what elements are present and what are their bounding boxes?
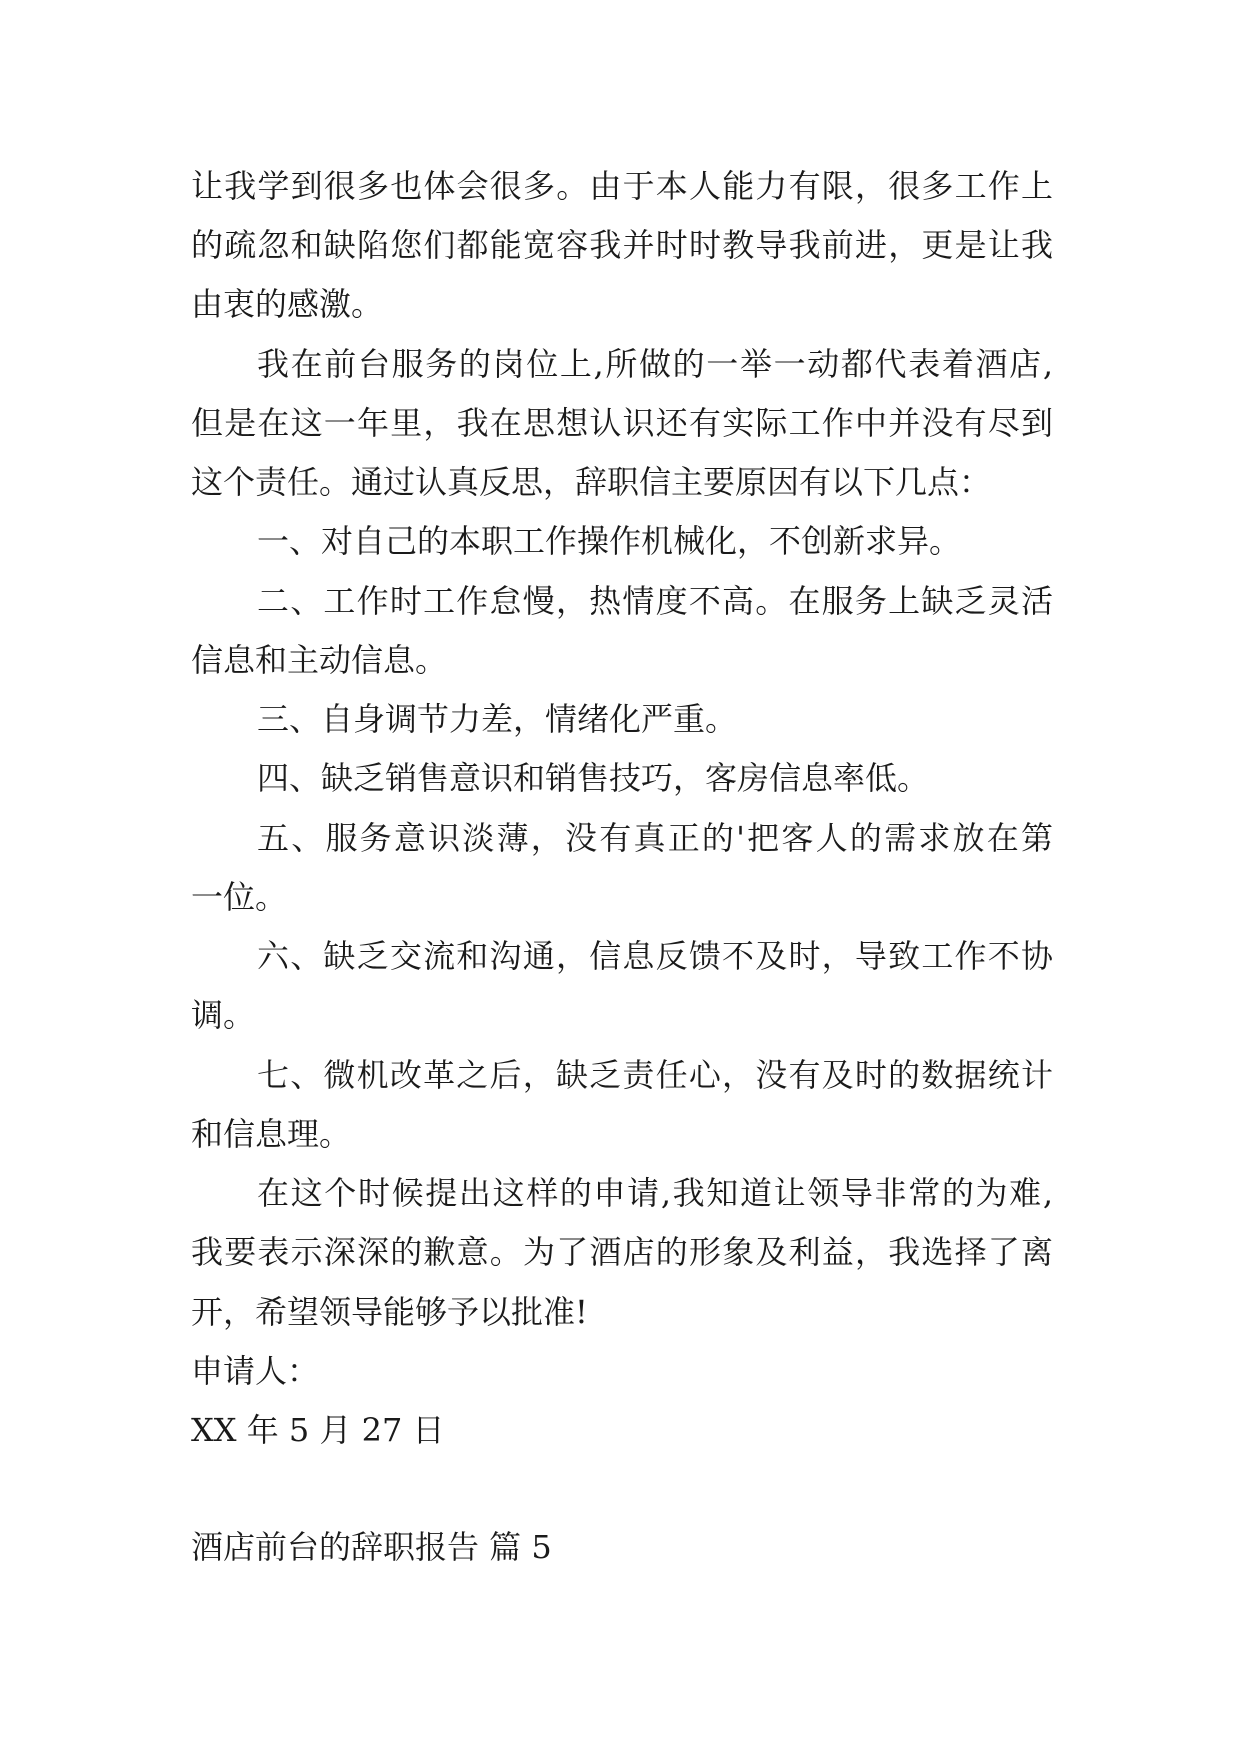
list-item-line: 一、对自己的本职工作操作机械化，不创新求异。 (257, 522, 962, 560)
date-line: XX 年 5 月 27 日 (191, 1411, 445, 1449)
list-item-line: 六、缺乏交流和沟通，信息反馈不及时，导致工作不协 (257, 937, 1053, 975)
list-item-line: 调。 (191, 996, 256, 1034)
paragraph-line: 由衷的感激。 (191, 285, 384, 323)
list-item-line: 信息和主动信息。 (191, 641, 448, 679)
paragraph-line: 但是在这一年里，我在思想认识还有实际工作中并没有尽到 (191, 404, 1053, 442)
paragraph-line: 的疏忽和缺陷您们都能宽容我并时时教导我前进，更是让我 (191, 226, 1053, 264)
list-item-line: 七、微机改革之后，缺乏责任心，没有及时的数据统计 (257, 1056, 1053, 1094)
list-item-line: 二、工作时工作怠慢，热情度不高。在服务上缺乏灵活 (257, 582, 1053, 620)
paragraph-line: 这个责任。通过认真反思，辞职信主要原因有以下几点： (191, 463, 992, 501)
paragraph-line: 让我学到很多也体会很多。由于本人能力有限，很多工作上 (191, 167, 1053, 205)
list-item-line: 一位。 (191, 878, 288, 916)
list-item-line: 五、服务意识淡薄，没有真正的'把客人的需求放在第 (257, 819, 1053, 857)
applicant-label: 申请人： (191, 1352, 320, 1390)
paragraph-line: 在这个时候提出这样的申请,我知道让领导非常的为难, (257, 1174, 1053, 1212)
list-item-line: 四、缺乏销售意识和销售技巧，客房信息率低。 (257, 759, 930, 797)
paragraph-line: 开，希望领导能够予以批准! (191, 1293, 588, 1331)
paragraph-line: 我要表示深深的歉意。为了酒店的形象及利益，我选择了离 (191, 1233, 1053, 1271)
paragraph-line: 我在前台服务的岗位上,所做的一举一动都代表着酒店, (257, 345, 1053, 383)
list-item-line: 三、自身调节力差，情绪化严重。 (257, 700, 738, 738)
list-item-line: 和信息理。 (191, 1115, 352, 1153)
section-heading: 酒店前台的辞职报告 篇 5 (191, 1528, 552, 1566)
